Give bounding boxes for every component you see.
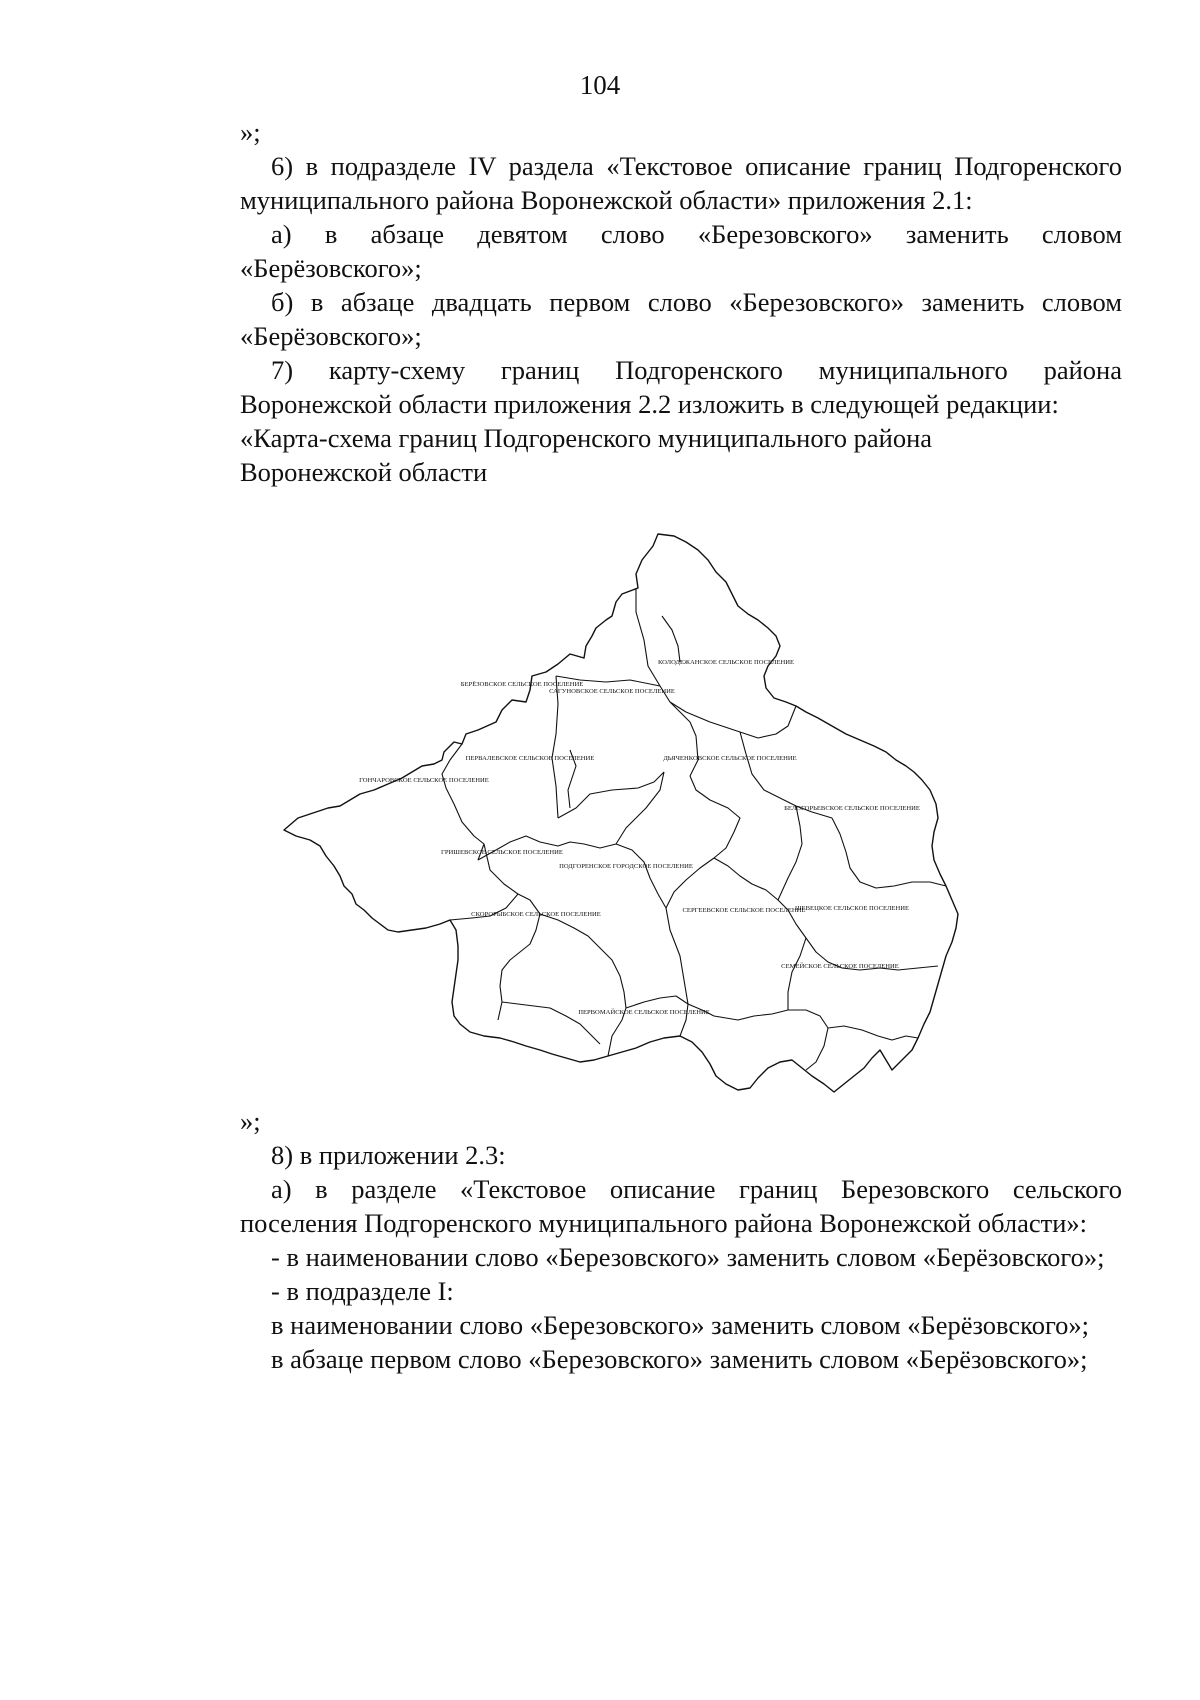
map-label-podgorenskoe: ПОДГОРЕНСКОЕ ГОРОДСКОЕ ПОСЕЛЕНИЕ <box>559 863 693 870</box>
map-label-pervalevskoe: ПЕРВАЛЕВСКОЕ СЕЛЬСКОЕ ПОСЕЛЕНИЕ <box>465 755 595 762</box>
internal-boundary <box>636 588 698 776</box>
map-label-skororybskoe: СКОРОРЫБСКОЕ СЕЛЬСКОЕ ПОСЕЛЕНИЕ <box>471 911 601 918</box>
internal-boundary <box>666 776 740 908</box>
map-label-pervomayskoe: ПЕРВОМАЙСКОЕ СЕЛЬСКОЕ ПОСЕЛЕНИЕ <box>578 1009 710 1016</box>
paragraph-8a-item-4: в абзаце первом слово «Березовского» заменить словом «Берёзовского»; <box>271 1344 1088 1374</box>
internal-boundary <box>788 938 806 1010</box>
internal-boundary <box>778 806 802 900</box>
map-title-line-2: Воронежской области <box>240 457 488 487</box>
map-label-sergeevskoe: СЕРГЕЕВСКОЕ СЕЛЬСКОЕ ПОСЕЛЕНИЕ <box>682 907 806 914</box>
boundary-map <box>240 490 1122 1210</box>
internal-boundary <box>670 702 796 738</box>
page-number: 104 <box>579 70 621 100</box>
closing-quote-bottom: »; <box>240 1106 261 1136</box>
internal-boundary <box>828 1026 918 1040</box>
paragraph-8a: а) в разделе «Текстовое описание границ Березовского сельского поселения Подгоренского муниципального района Воронежской области»: <box>240 1174 1122 1238</box>
internal-boundary <box>484 844 540 1020</box>
paragraph-6: 6) в подразделе IV раздела «Текстовое описание границ Подгоренского муниципального района Воронежской области» приложения 2.1: <box>240 151 1122 215</box>
internal-boundary <box>714 858 938 970</box>
internal-boundary <box>558 772 664 818</box>
paragraph-8a-item-3: в наименовании слово «Березовского» заменить словом «Берёзовского»; <box>271 1310 1090 1340</box>
map-label-shevetskoe: ШЕВЕЦКОЕ СЕЛЬСКОЕ ПОСЕЛЕНИЕ <box>794 905 910 912</box>
internal-boundary <box>662 616 680 662</box>
internal-boundary <box>616 772 664 844</box>
internal-boundary <box>726 1010 828 1070</box>
map-label-dyachenkovskoe: ДЬЯЧЕНКОВСКОЕ СЕЛЬСКОЕ ПОСЕЛЕНИЕ <box>663 755 797 762</box>
paragraph-8a-item-1: - в наименовании слово «Березовского» заменить словом «Берёзовского»; <box>271 1242 1105 1272</box>
amendment-text-top <box>240 115 1122 489</box>
closing-quote-top: »; <box>240 117 261 147</box>
map-label-semeyskoe: СЕМЕЙСКОЕ СЕЛЬСКОЕ ПОСЕЛЕНИЕ <box>781 963 899 970</box>
internal-boundary <box>478 836 616 860</box>
paragraph-6a: а) в абзаце девятом слово «Березовского» заменить словом «Берёзовского»; <box>240 219 1122 283</box>
map-label-goncharovskoe: ГОНЧАРОВСКОЕ СЕЛЬСКОЕ ПОСЕЛЕНИЕ <box>359 777 489 784</box>
internal-boundary <box>540 914 626 1056</box>
map-label-sagunovskoe: САГУНОВСКОЕ СЕЛЬСКОЕ ПОСЕЛЕНИЕ <box>549 688 675 695</box>
paragraph-6b: б) в абзаце двадцать первом слово «Березовского» заменить словом «Берёзовского»; <box>240 287 1122 351</box>
boundary-map-svg <box>240 490 1122 1210</box>
paragraph-8: 8) в приложении 2.3: <box>271 1140 506 1170</box>
map-label-berezovskoe: БЕРЁЗОВСКОЕ СЕЛЬСКОЕ ПОСЕЛЕНИЕ <box>460 681 584 688</box>
map-label-kolodezhanskoe: КОЛОДЕЖАНСКОЕ СЕЛЬСКОЕ ПОСЕЛЕНИЕ <box>657 659 795 666</box>
paragraph-7: 7) карту-схему границ Подгоренского муниципального района Воронежской области приложения 2.2 изложить в следующей редакции: <box>240 355 1122 419</box>
map-title-line-1: «Карта-схема границ Подгоренского муниципального района <box>240 423 933 453</box>
map-label-belogoryevskoe: БЕЛОГОРЬЕВСКОЕ СЕЛЬСКОЕ ПОСЕЛЕНИЕ <box>784 805 920 812</box>
paragraph-8a-item-2: - в подразделе I: <box>271 1276 454 1306</box>
amendment-text-bottom <box>240 1104 1122 1376</box>
map-label-grishevskoe: ГРИШЕВСКОЕ СЕЛЬСКОЕ ПОСЕЛЕНИЕ <box>441 849 563 856</box>
internal-boundary <box>552 676 558 818</box>
internal-boundary <box>832 818 946 888</box>
